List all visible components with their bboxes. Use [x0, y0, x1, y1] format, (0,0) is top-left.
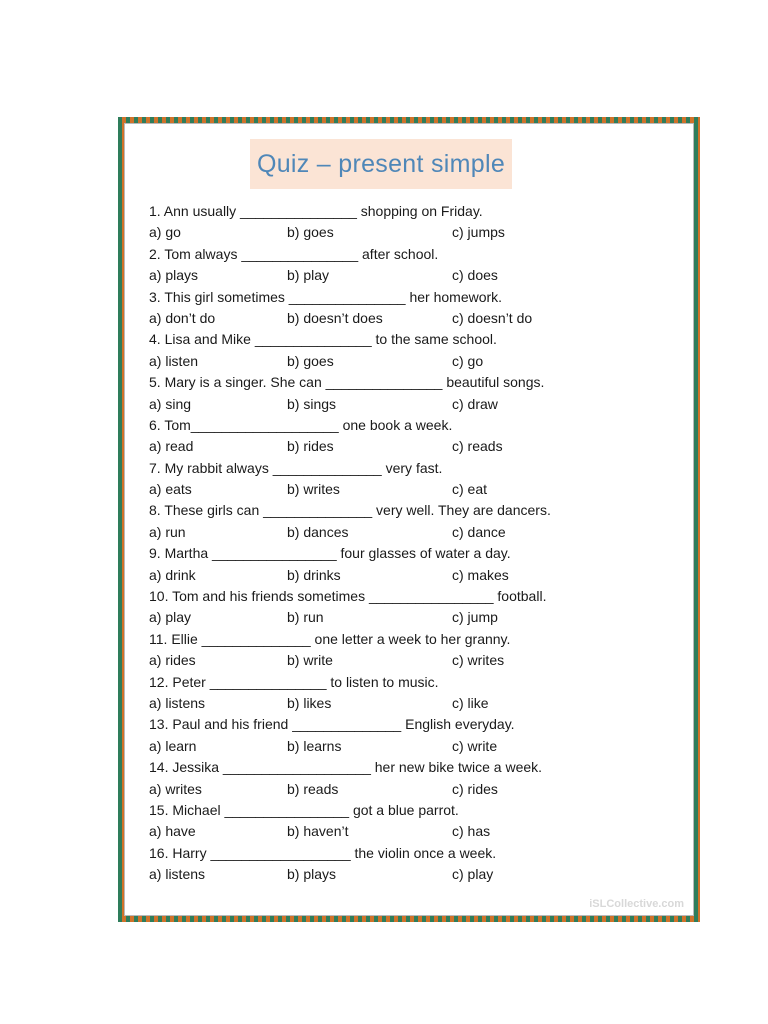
option-b[interactable]: b) write: [287, 652, 333, 669]
answer-options-15: [147, 821, 677, 842]
option-c[interactable]: c) does: [452, 267, 498, 284]
question-text: 5. Mary is a singer. She can _______________ beautiful songs.: [149, 374, 545, 391]
option-b[interactable]: b) likes: [287, 694, 332, 711]
question-text: 11. Ellie ______________ one letter a week to her granny.: [149, 630, 511, 647]
option-a[interactable]: a) writes: [149, 780, 202, 797]
option-c[interactable]: c) rides: [452, 780, 498, 797]
option-c[interactable]: c) eat: [452, 481, 488, 498]
option-b[interactable]: b) goes: [287, 352, 334, 369]
question-14: [147, 757, 677, 778]
option-b[interactable]: b) run: [287, 609, 324, 626]
answer-options-16: [147, 864, 677, 885]
question-text: 13. Paul and his friend ______________ English everyday.: [149, 716, 515, 733]
option-b[interactable]: b) plays: [287, 866, 337, 883]
question-list: [147, 201, 677, 886]
question-text: 9. Martha ________________ four glasses of water a day.: [149, 545, 511, 562]
option-b[interactable]: b) rides: [287, 438, 334, 455]
question-6: [147, 415, 677, 436]
option-b[interactable]: b) dances: [287, 523, 349, 540]
option-c[interactable]: c) go: [452, 352, 484, 369]
answer-options-1: [147, 222, 677, 243]
option-c[interactable]: c) writes: [452, 652, 505, 669]
answer-options-7: [147, 479, 677, 500]
question-3: [147, 287, 677, 308]
option-c[interactable]: c) dance: [452, 523, 506, 540]
option-a[interactable]: a) learn: [149, 737, 197, 754]
question-text: 2. Tom always _______________ after school.: [149, 245, 439, 262]
option-c[interactable]: c) play: [452, 866, 494, 883]
worksheet-page: [124, 123, 694, 916]
question-16: [147, 843, 677, 864]
option-a[interactable]: a) read: [149, 438, 194, 455]
option-c[interactable]: c) jump: [452, 609, 498, 626]
option-b[interactable]: b) learns: [287, 737, 342, 754]
option-c[interactable]: c) jumps: [452, 224, 505, 241]
option-a[interactable]: a) go: [149, 224, 181, 241]
option-b[interactable]: b) haven’t: [287, 823, 349, 840]
option-b[interactable]: b) reads: [287, 780, 339, 797]
question-text: 14. Jessika ___________________ her new bike twice a week.: [149, 759, 543, 776]
option-b[interactable]: b) doesn’t does: [287, 309, 383, 326]
answer-options-4: [147, 351, 677, 372]
option-a[interactable]: a) listens: [149, 694, 206, 711]
option-a[interactable]: a) listens: [149, 866, 206, 883]
question-text: 4. Lisa and Mike _______________ to the same school.: [149, 331, 497, 348]
option-a[interactable]: a) drink: [149, 566, 196, 583]
question-text: 8. These girls can ______________ very well. They are dancers.: [149, 502, 551, 519]
answer-options-12: [147, 693, 677, 714]
option-c[interactable]: c) draw: [452, 395, 498, 412]
option-a[interactable]: a) eats: [149, 481, 192, 498]
answer-options-6: [147, 436, 677, 457]
question-text: 10. Tom and his friends sometimes ________________ football.: [149, 588, 547, 605]
question-5: [147, 372, 677, 393]
option-c[interactable]: c) makes: [452, 566, 509, 583]
answer-options-8: [147, 522, 677, 543]
answer-options-14: [147, 779, 677, 800]
option-c[interactable]: c) reads: [452, 438, 503, 455]
question-4: [147, 329, 677, 350]
option-c[interactable]: c) doesn’t do: [452, 309, 533, 326]
question-text: 15. Michael ________________ got a blue parrot.: [149, 801, 459, 818]
answer-options-5: [147, 394, 677, 415]
option-a[interactable]: a) play: [149, 609, 192, 626]
answer-options-11: [147, 650, 677, 671]
question-13: [147, 714, 677, 735]
question-15: [147, 800, 677, 821]
title-banner: [250, 139, 512, 189]
option-a[interactable]: a) listen: [149, 352, 199, 369]
watermark: iSLCollective.com: [589, 898, 684, 910]
answer-options-2: [147, 265, 677, 286]
option-a[interactable]: a) don’t do: [149, 309, 216, 326]
question-text: 12. Peter _______________ to listen to music.: [149, 673, 439, 690]
option-a[interactable]: a) sing: [149, 395, 192, 412]
option-b[interactable]: b) writes: [287, 481, 340, 498]
option-b[interactable]: b) sings: [287, 395, 337, 412]
question-text: 7. My rabbit always ______________ very fast.: [149, 459, 443, 476]
answer-options-3: [147, 308, 677, 329]
page-title: Quiz – present simple: [256, 150, 506, 178]
option-a[interactable]: a) have: [149, 823, 196, 840]
answer-options-10: [147, 607, 677, 628]
question-9: [147, 543, 677, 564]
answer-options-13: [147, 736, 677, 757]
option-c[interactable]: c) like: [452, 694, 489, 711]
option-b[interactable]: b) goes: [287, 224, 334, 241]
option-a[interactable]: a) rides: [149, 652, 196, 669]
option-b[interactable]: b) play: [287, 267, 330, 284]
question-1: [147, 201, 677, 222]
question-text: 6. Tom___________________ one book a week.: [149, 416, 453, 433]
option-b[interactable]: b) drinks: [287, 566, 341, 583]
question-10: [147, 586, 677, 607]
question-text: 3. This girl sometimes _______________ her homework.: [149, 288, 503, 305]
option-c[interactable]: c) has: [452, 823, 491, 840]
question-7: [147, 458, 677, 479]
answer-options-9: [147, 565, 677, 586]
question-text: 16. Harry __________________ the violin once a week.: [149, 844, 497, 861]
question-11: [147, 629, 677, 650]
option-c[interactable]: c) write: [452, 737, 498, 754]
question-2: [147, 244, 677, 265]
worksheet-border: [118, 117, 700, 922]
option-a[interactable]: a) plays: [149, 267, 199, 284]
option-a[interactable]: a) run: [149, 523, 186, 540]
question-8: [147, 500, 677, 521]
question-12: [147, 672, 677, 693]
question-text: 1. Ann usually _______________ shopping on Friday.: [149, 203, 483, 219]
